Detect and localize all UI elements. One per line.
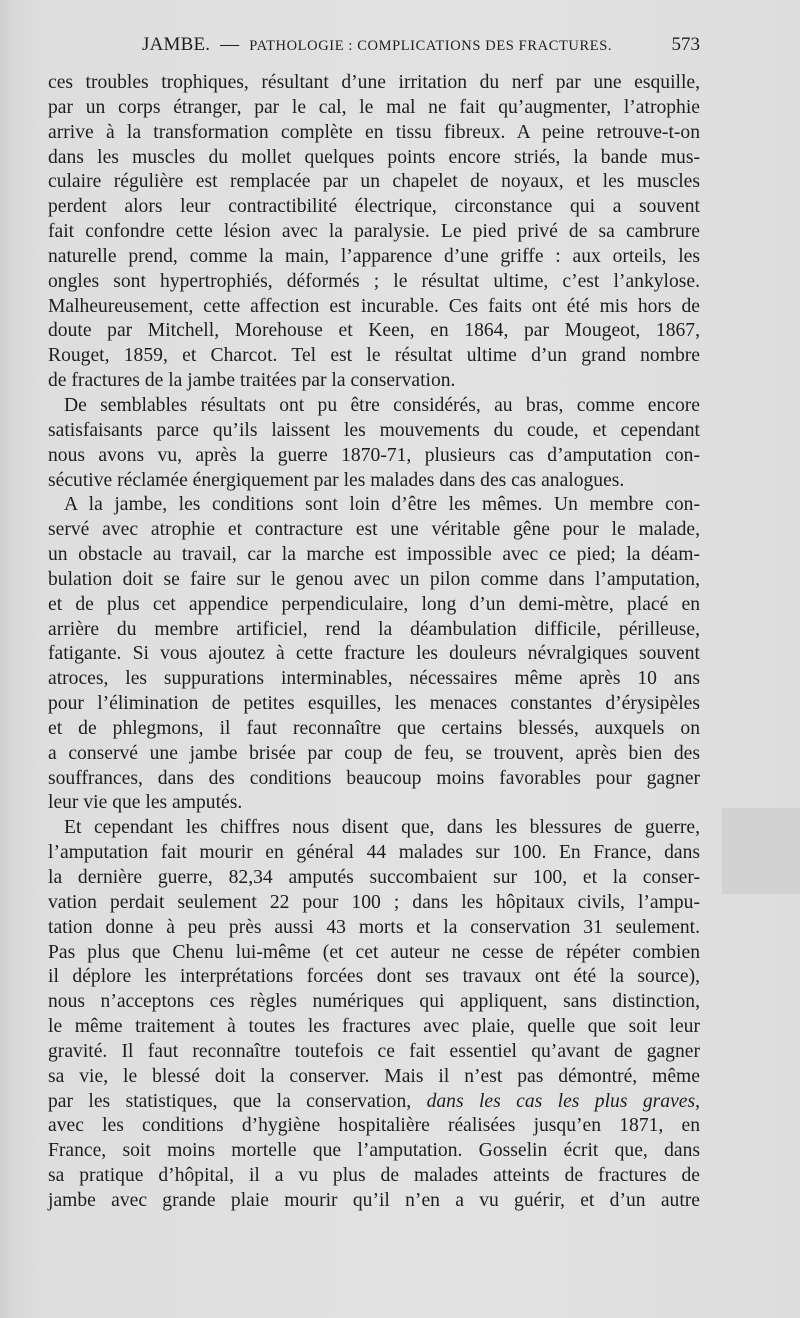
header-subtitle: PATHOLOGIE : COMPLICATIONS DES FRACTURES. xyxy=(249,38,613,54)
text-line: France, soit moins mortelle que l’amputation. Gosselin écrit que, dans xyxy=(48,1140,700,1162)
text-line: il déplore les interprétations forcées dont ses travaux ont été la source), xyxy=(48,966,700,988)
text-line: culaire régulière est remplacée par un chapelet de noyaux, et les muscles xyxy=(48,171,700,193)
text-line: sa pratique d’hôpital, il a vu plus de malades atteints de fractures de xyxy=(48,1165,700,1187)
text-line: a conservé une jambe brisée par coup de feu, se trouvent, après bien des xyxy=(48,742,700,764)
text-segment: , xyxy=(695,1090,700,1112)
text-line: le même traitement à toutes les fractures avec plaie, quelle que soit leur xyxy=(48,1016,700,1038)
text-line: servé avec atrophie et contracture est une véritable gêne pour le malade, xyxy=(48,519,700,541)
text-line: ongles sont hypertrophiés, déformés ; le résultat ultime, c’est l’ankylose. xyxy=(48,270,700,292)
text-line: bulation doit se faire sur le genou avec un pilon comme dans l’amputation, xyxy=(48,568,700,590)
text-line: naturelle prend, comme la main, l’apparence d’une griffe : aux orteils, les xyxy=(48,245,700,267)
text-line: Pas plus que Chenu lui-même (et cet auteur ne cesse de répéter combien xyxy=(48,941,700,963)
text-line: De semblables résultats ont pu être considérés, au bras, comme encore xyxy=(64,394,700,416)
text-line: un obstacle au travail, car la marche est impossible avec ce pied; la déam- xyxy=(48,544,700,566)
text-line: souffrances, dans des conditions beaucoup moins favorables pour gagner xyxy=(48,767,700,789)
text-line: par un corps étranger, par le cal, le mal ne fait qu’augmenter, l’atrophie xyxy=(48,96,700,118)
text-line: nous n’acceptons ces règles numériques qui appliquent, sans distinction, xyxy=(48,991,700,1013)
text-line: sa vie, le blessé doit la conserver. Mais il n’est pas démontré, même xyxy=(48,1065,700,1087)
text-line: l’amputation fait mourir en général 44 malades sur 100. En France, dans xyxy=(48,842,700,864)
body-text xyxy=(48,71,700,1214)
text-line: et de plus cet appendice perpendiculaire, long d’un demi-mètre, placé en xyxy=(48,593,700,615)
text-line: Et cependant les chiffres nous disent que, dans les blessures de guerre, xyxy=(64,817,700,839)
text-line: A la jambe, les conditions sont loin d’être les mêmes. Un membre con- xyxy=(64,494,700,516)
text-line: leur vie que les amputés. xyxy=(48,792,243,814)
text-line: nous avons vu, après la guerre 1870-71, plusieurs cas d’amputation con- xyxy=(48,444,700,466)
italic-emphasis: dans les cas les plus graves xyxy=(426,1090,696,1112)
text-line: fatigante. Si vous ajoutez à cette fracture les douleurs névralgiques souvent xyxy=(48,643,700,665)
text-line: tation donne à peu près aussi 43 morts et la conservation 31 seulement. xyxy=(48,916,700,938)
text-line: arrive à la transformation complète en tissu fibreux. A peine retrouve-t-on xyxy=(48,121,700,143)
text-line: Rouget, 1859, et Charcot. Tel est le résultat ultime d’un grand nombre xyxy=(48,345,700,367)
header-title-group xyxy=(142,34,612,56)
text-line: ces troubles trophiques, résultant d’une irritation du nerf par une esquille, xyxy=(48,72,700,93)
text-line: perdent alors leur contractibilité électrique, circonstance qui a souvent xyxy=(48,196,700,218)
text-line: et de phlegmons, il faut reconnaître que certains blessés, auxquels on xyxy=(48,717,700,739)
text-line: Malheureusement, cette affection est incurable. Ces faits ont été mis hors de xyxy=(48,295,700,317)
text-line: satisfaisants parce qu’ils laissent les mouvements du coude, et cependant xyxy=(48,419,700,441)
text-line: dans les muscles du mollet quelques points encore striés, la bande mus- xyxy=(48,146,700,168)
text-line xyxy=(48,1090,700,1115)
text-line: sécutive réclamée énergiquement par les malades dans des cas analogues. xyxy=(48,469,625,491)
page-number: 573 xyxy=(671,34,700,55)
running-header xyxy=(70,34,700,60)
header-dash: — xyxy=(220,34,240,55)
text-line: avec les conditions d’hygiène hospitalière réalisées jusqu’en 1871, en xyxy=(48,1115,700,1137)
text-line: atroces, les suppurations interminables, nécessaires même après 10 ans xyxy=(48,668,700,690)
text-line: doute par Mitchell, Morehouse et Keen, en 1864, par Mougeot, 1867, xyxy=(48,320,700,342)
text-segment: par les statistiques, que la conservation, xyxy=(48,1090,427,1112)
text-line: fait confondre cette lésion avec la paralysie. Le pied privé de sa cambrure xyxy=(48,221,700,243)
text-line: vation perdait seulement 22 pour 100 ; dans les hôpitaux civils, l’ampu- xyxy=(48,891,700,913)
text-line: arrière du membre artificiel, rend la déambulation difficile, périlleuse, xyxy=(48,618,700,640)
text-line: gravité. Il faut reconnaître toutefois ce fait essentiel qu’avant de gagner xyxy=(48,1040,700,1062)
page-stain xyxy=(722,808,800,894)
header-title: JAMBE. xyxy=(142,34,211,55)
text-line: jambe avec grande plaie mourir qu’il n’en a vu guérir, et d’un autre xyxy=(48,1189,700,1211)
text-line: de fractures de la jambe traitées par la conservation. xyxy=(48,370,456,392)
text-line: pour l’élimination de petites esquilles, les menaces constantes d’érysipèles xyxy=(48,693,700,715)
text-line: la dernière guerre, 82,34 amputés succombaient sur 100, et la conser- xyxy=(48,867,700,888)
